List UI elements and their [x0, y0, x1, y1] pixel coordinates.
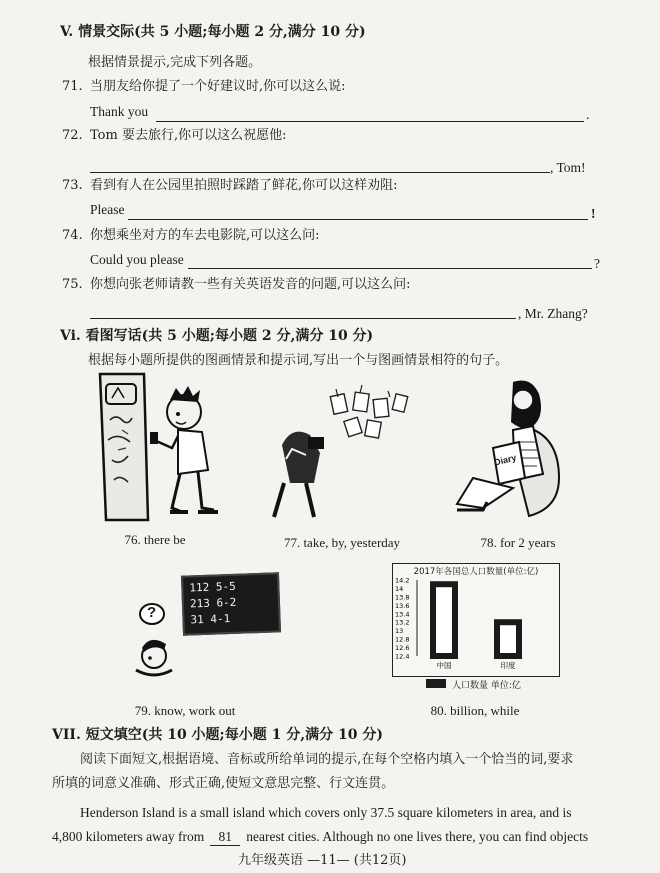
section7-instruction-2: 所填的词意义准确、形式正确,使短文意思完整、行文连贯。 [52, 776, 395, 791]
q73-end: ! [591, 206, 596, 221]
chart-y-tick-label: 13.8 [395, 593, 410, 602]
q72-answer-line[interactable] [90, 172, 550, 173]
population-chart [392, 563, 560, 677]
passage-line-2 [52, 829, 588, 846]
section6-instruction: 根据每小题所提供的图画情景和提示词,写出一个与图画情景相符的句子。 [88, 353, 509, 368]
q75-prompt: 你想向张老师请教一些有关英语发音的问题,可以这么问: [90, 277, 411, 292]
chart-category-label: 印度 [500, 661, 516, 670]
chart-category-label: 中国 [436, 661, 452, 670]
q71-number: 71. [62, 79, 83, 94]
q72-prompt: Tom 要去旅行,你可以这么祝愿他: [90, 128, 287, 143]
chart-y-tick-label: 12.6 [395, 644, 410, 653]
board-line-1: 112 5-5 [189, 579, 236, 595]
section5-heading: V. 情景交际(共 5 小题;每小题 2 分,满分 10 分) [60, 24, 366, 40]
q75-answer-line[interactable] [90, 318, 516, 319]
chart-y-tick-label: 12.4 [395, 652, 410, 661]
picture-76-boy-drawing-on-wall [92, 370, 227, 525]
section7-heading: VII. 短文填空(共 10 小题;每小题 1 分,满分 10 分) [52, 727, 383, 743]
board-line-3: 31 4-1 [190, 612, 231, 627]
blank-81[interactable]: 81 [210, 829, 240, 846]
q74-prompt: 你想乘坐对方的车去电影院,可以这么问: [90, 228, 320, 243]
chart-bar-1 [497, 622, 519, 656]
chart-y-tick-label: 13 [395, 627, 404, 636]
section5-instruction: 根据情景提示,完成下列各题。 [88, 55, 262, 70]
chart-y-tick-label: 13.4 [395, 610, 410, 619]
chart-y-tick-label: 13.2 [395, 618, 410, 627]
q73-start: Please [90, 202, 125, 217]
q74-end: ? [594, 256, 600, 271]
chart-bar-0 [433, 584, 455, 656]
q72-end: , Tom! [550, 160, 586, 175]
q71-answer-line[interactable] [156, 121, 584, 122]
caption-80: 80. billion, while [430, 703, 520, 718]
q74-start: Could you please [90, 252, 184, 267]
passage-line-2a: 4,800 kilometers away from [52, 829, 205, 844]
board-line-2: 213 6-2 [189, 595, 237, 611]
picture-78-girl-reading-diary [453, 370, 573, 520]
q71-start: Thank you [90, 104, 149, 119]
q71-prompt: 当朋友给你提了一个好建议时,你可以这么说: [90, 79, 346, 94]
page-footer: 九年级英语 —11— (共12页) [238, 853, 407, 868]
q74-number: 74. [62, 228, 83, 243]
chart-title: 2017年各国总人口数量(单位:亿) [413, 567, 539, 577]
caption-79: 79. know, work out [134, 703, 236, 718]
section6-heading: Vi. 看图写话(共 5 小题;每小题 2 分,满分 10 分) [60, 328, 374, 344]
q75-end: , Mr. Zhang? [518, 306, 588, 321]
diary-book-label: Diary [493, 452, 518, 468]
chart-y-tick-label: 12.8 [395, 635, 410, 644]
chart-y-tick-label: 13.6 [395, 601, 410, 610]
q72-number: 72. [62, 128, 83, 143]
caption-76: 76. there be [124, 532, 186, 547]
caption-78: 78. for 2 years [480, 535, 556, 550]
section7-instruction-1: 阅读下面短文,根据语境、音标或所给单词的提示,在每个空格内填入一个恰当的词,要求 [80, 752, 574, 767]
q75-number: 75. [62, 277, 83, 292]
chart-plot [393, 564, 559, 676]
picture-79-blackboard [181, 572, 281, 635]
chart-y-tick-label: 14.2 [395, 576, 410, 585]
question-bubble-mark: ? [147, 604, 157, 621]
chart-legend: 人口数量 单位:亿 [452, 681, 521, 691]
q73-answer-line[interactable] [128, 219, 588, 220]
legend-swatch [426, 679, 446, 689]
q71-end: . [586, 107, 590, 122]
q73-number: 73. [62, 178, 83, 193]
caption-77: 77. take, by, yesterday [283, 535, 401, 550]
passage-line-1: Henderson Island is a small island which covers only 37.5 square kilometers in area, and is [80, 805, 572, 820]
chart-y-tick-label: 14 [395, 584, 404, 593]
passage-line-2b: nearest cities. Although no one lives there, you can find objects [246, 829, 589, 844]
picture-77-taking-photo [262, 385, 412, 520]
q74-answer-line[interactable] [188, 268, 592, 269]
q73-prompt: 看到有人在公园里拍照时踩踏了鲜花,你可以这样劝阻: [90, 178, 398, 193]
